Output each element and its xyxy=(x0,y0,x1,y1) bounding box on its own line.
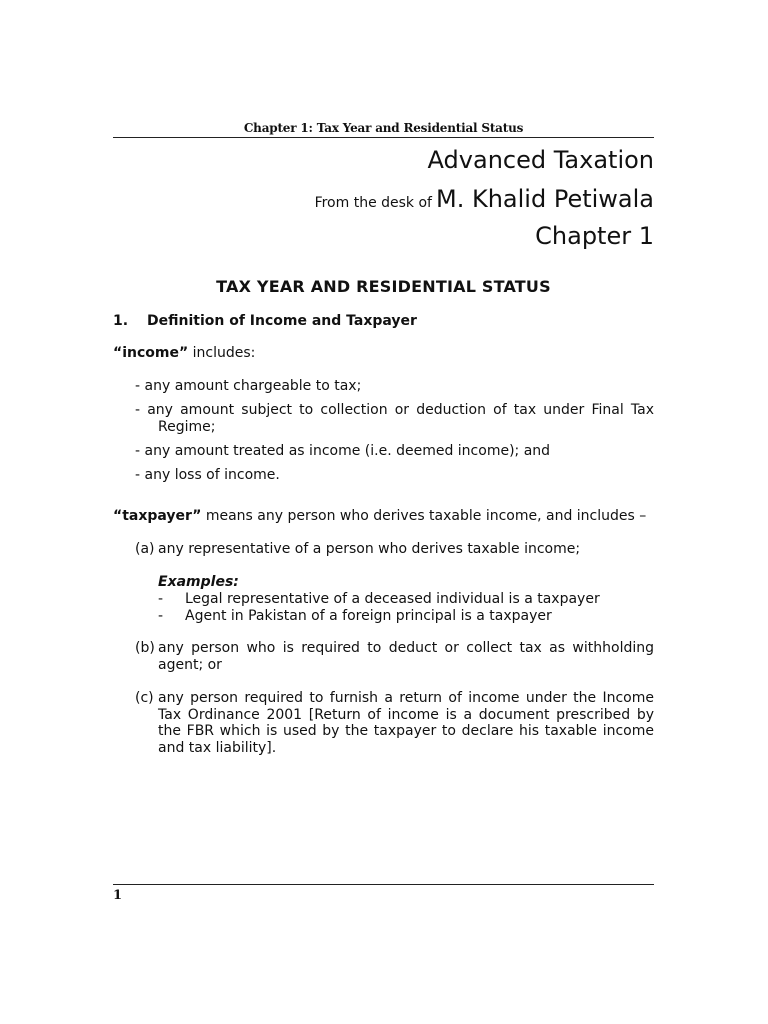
item-text: any representative of a person who derives taxable income; xyxy=(158,541,581,557)
list-item xyxy=(135,640,654,673)
list-item: - any amount subject to collection or deduction of tax under Final Tax Regime; xyxy=(135,402,654,435)
list-item xyxy=(135,690,654,756)
example-text: Agent in Pakistan of a foreign principal is a taxpayer xyxy=(185,608,552,624)
header-rule xyxy=(113,137,654,138)
item-text: any person required to furnish a return of income under the Income Tax Ordinance 2001 [Return of income is a document prescribed by the FBR which is used by the taxpayer to declare his taxable income and tax liability]. xyxy=(158,690,654,756)
list-item: - any amount treated as income (i.e. deemed income); and xyxy=(135,443,551,459)
examples-heading: Examples: xyxy=(158,574,239,590)
list-item xyxy=(135,541,654,558)
item-label: (b) xyxy=(135,640,155,656)
list-item: - any amount chargeable to tax; xyxy=(135,378,362,394)
chapter-label: Chapter 1 xyxy=(535,222,654,250)
author-name: M. Khalid Petiwala xyxy=(436,185,654,213)
document-title: Advanced Taxation xyxy=(427,146,654,174)
item-label: (c) xyxy=(135,690,154,706)
page-number: 1 xyxy=(113,888,123,903)
income-intro: includes: xyxy=(188,345,256,361)
item-label: (a) xyxy=(135,541,155,557)
item-text: any person who is required to deduct or collect tax as withholding agent; or xyxy=(158,640,654,673)
taxpayer-definition xyxy=(113,508,654,525)
subsection-heading xyxy=(113,313,417,329)
example-dash: - xyxy=(158,591,164,607)
list-item: - any loss of income. xyxy=(135,467,280,483)
example-dash: - xyxy=(158,608,164,624)
running-header: Chapter 1: Tax Year and Residential Status xyxy=(243,121,524,135)
author-line xyxy=(113,185,654,213)
example-item xyxy=(158,608,654,625)
example-item xyxy=(158,591,654,608)
section-title: TAX YEAR AND RESIDENTIAL STATUS xyxy=(216,277,551,296)
taxpayer-term: “taxpayer” xyxy=(113,508,202,524)
income-term: “income” xyxy=(113,345,189,361)
footer-rule xyxy=(113,884,654,885)
taxpayer-intro: means any person who derives taxable income, and includes – xyxy=(201,508,647,524)
desk-prefix: From the desk of xyxy=(314,195,432,211)
subsection-title: Definition of Income and Taxpayer xyxy=(147,313,417,329)
income-definition xyxy=(113,345,654,362)
subsection-number: 1. xyxy=(113,313,129,329)
example-text: Legal representative of a deceased individual is a taxpayer xyxy=(185,591,600,607)
